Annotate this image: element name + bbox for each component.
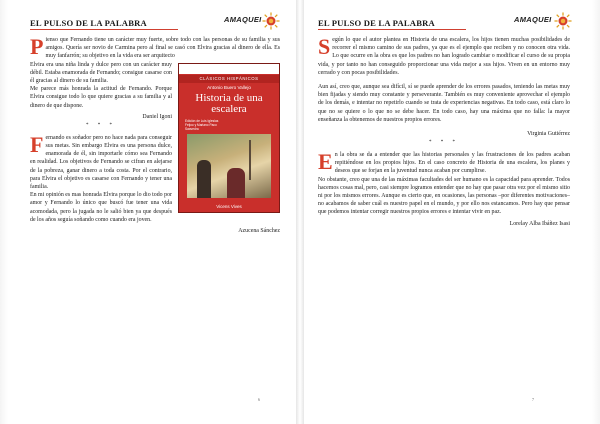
cover-title: Historia de una escalera bbox=[195, 91, 263, 115]
article-4-text: n la obra se da a entender que las historias personales y las frustraciones de los padres acaban repitiéndose en los propios hijos. En el caso concreto de Historia de una escalera, los planes y deseos que se forjan en la juventud nunca acaban por cumplirse. bbox=[334, 152, 570, 175]
left-page bbox=[0, 0, 296, 424]
cover-band bbox=[179, 64, 279, 74]
page-gutter bbox=[296, 0, 304, 424]
sun-logo-icon bbox=[262, 12, 280, 30]
article-4-signature: Lorelay Alba Ibáñez Isasi bbox=[509, 220, 570, 227]
title-underline bbox=[318, 29, 466, 30]
cover-figure bbox=[227, 168, 245, 198]
title-underline bbox=[30, 29, 178, 30]
drop-cap: S bbox=[318, 34, 331, 59]
article-3-paragraph-1 bbox=[318, 36, 570, 77]
page-header bbox=[318, 14, 570, 36]
cover-publisher: Vicens Vives bbox=[216, 203, 242, 209]
article-4-paragraph-1 bbox=[318, 151, 570, 176]
article-3-signature: Virginia Gutiérrez bbox=[527, 131, 570, 138]
page-number: 6 bbox=[258, 397, 260, 402]
article-3-text: egún lo que el autor plantea en Historia de una escalera, los hijos tienen muchas posibilidades de recorrer el mismo camino de sus padres, ya que es el ejemplo que reciben y no conocen otra vida. Lo que ocurre en la obra es que los padres no han logrado cambiar o modificar el curso de su propia vida, y por tanto no han conseguido proporcionar una vida mejor a sus hijos. Viven en un entorno muy cerrado y con pocas posibilidades. bbox=[318, 37, 570, 76]
magazine-title: EL PULSO DE LA PALABRA bbox=[318, 18, 435, 28]
article-1-paragraph-2: Elvira era una niña linda y dulce pero con un carácter muy débil. Estaba enamorada de Fernando; consigue casarse con él gracias al dinero de su familia. bbox=[30, 61, 172, 85]
drop-cap: P bbox=[30, 34, 44, 59]
drop-cap: F bbox=[30, 131, 44, 157]
right-page bbox=[304, 0, 600, 424]
section-separator: * * * bbox=[429, 140, 459, 146]
article-2-paragraph-2: En mi opinión es mas honrada Elvira porque lo dio todo por amor y Fernando lo único que buscó fue tener una vida acomodada, pero la jugada no le salió bien ya que después de los años seguía soñando como cuando era joven. bbox=[30, 192, 172, 223]
article-2-signature: Azucena Sánchez bbox=[238, 228, 280, 235]
page-number: 7 bbox=[532, 397, 534, 402]
cover-author: Antonio Buero Vallejo bbox=[207, 84, 251, 90]
article-2-text: ernando es soñador pero no hace nada para conseguir sus metas. Sin embargo Elvira es una persona dulce, enamorada de él, sin importarle cómo sea Fernando en realidad. Los objetivos de Fernando se cifran en alejarse de la pobreza, ganar dinero a toda costa. Por el contrario, para Elvira el objetivo es casarse con Fernando y tener una familia. bbox=[30, 134, 172, 191]
cover-collection: CLÁSICOS HISPÁNICOS bbox=[179, 75, 279, 83]
article-4-paragraph-2: No obstante, creo que una de las máximas facultades del ser humano es la capacidad para aprender. Todos hacemos cosas mal, pero, casi siempre logramos entender que no hay que pasar otra vez por el mismo sitio ni por los mismos errores. Aunque es cierto que, en ocasiones, las personas –por diferentes motivaciones– no acabamos de saber cuál es nuestro papel en el mundo, y por ello nos estancamos. Pero hay que pensar que podemos intentar corregir nuestros propios errores e intentar vivir en paz. bbox=[318, 176, 570, 216]
brand-logo: AMAQUEI bbox=[514, 15, 552, 24]
brand-logo: AMAQUEI bbox=[224, 15, 262, 24]
cover-illustration bbox=[187, 134, 271, 198]
section-separator: * * * bbox=[86, 122, 116, 128]
cover-stair bbox=[249, 140, 267, 180]
magazine-title: EL PULSO DE LA PALABRA bbox=[30, 18, 147, 28]
article-1-paragraph-3: Me parece más honrada la actitud de Fernando. Porque Elvira consigue todo lo que quiere gracias a su familia y al dinero de que dispone. bbox=[30, 86, 172, 109]
cover-edition: Edición de Luis Iglesias Feijoo y Mariano Paco Saavedra bbox=[185, 118, 219, 131]
article-3-paragraph-2: Aun así, creo que, aunque sea difícil, sí se puede aprender de los errores pasados, teniendo las metas muy bien fijadas y siendo muy constante y perseverante. También es muy conveniente aprovechar el ejemplo de los demás, e intentar no repetirlo cuando se trata de experiencias negativas. En todo caso, está claro lo que no se quiere o lo que no se debe hacer. En todo caso, hay una máxima que no falla: la mayor enseñanza la obtenemos de nuestros propios errores. bbox=[318, 84, 570, 123]
article-1-text: ienso que Fernando tiene un carácter muy fuerte, sobre todo con las personas de su familia y sus amigos. Quería ser novio de Carmina pero al final se casó con Elvira gracias al dinero de ella. Es muy fanfarrón; su objetivo en la vida era ser arquitecto bbox=[45, 37, 280, 60]
drop-cap: E bbox=[318, 149, 333, 175]
book-cover-image bbox=[178, 63, 280, 213]
article-1-signature: Daniel Igoni bbox=[142, 113, 172, 120]
article-1-paragraph-1 bbox=[30, 36, 280, 61]
page-header bbox=[30, 14, 280, 36]
cover-figure bbox=[197, 160, 211, 198]
sun-logo-icon bbox=[554, 12, 572, 30]
